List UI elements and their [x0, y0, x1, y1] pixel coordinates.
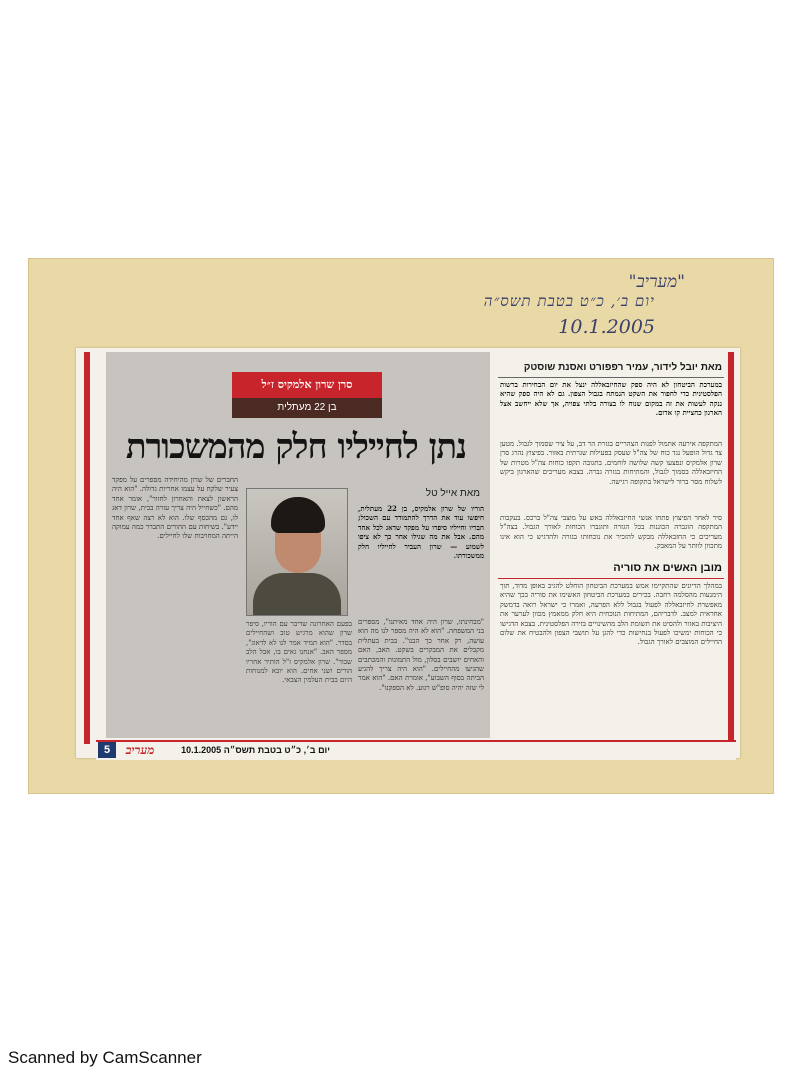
handwritten-publication: "מעריב"	[628, 272, 685, 292]
handwritten-date: 10.1.2005	[558, 316, 655, 338]
right-article-body-2: סיר לאחר הפיצוץ פתחו אנשי החיזבאללה באש על מוצבי צה"ל ברכס. בעקבות המתקפה הוגברה הכוננות בכל הגזרה ותוגברו הכוחות לאורך הגבול. בצה"ל מעריכים כי החזבאללה מבקש להזכיר את נוכחותו בגזרה ולהדגיש כי הוא אינו מתכוון לוותר על המאבק.	[500, 514, 722, 551]
handwritten-hebrew-date: יום ב׳, כ״ט בטבת תשס״ה	[483, 292, 655, 310]
maariv-logo: מעריב	[125, 743, 155, 757]
article-column-b: החברים של שרון מהיחידה מספרים על מפקד צעיר שלקח על עצמו אחריות גדולה. "הוא היה הראשון לצאת והאחרון לחזור", אומר אחד מהם. "כשחייל היה צריך עזרה בבית, שרון דאג לו, גם מהכסף שלו. הוא לא רצה שאף אחד יידע". בשיחות עם ההורים התברר כמה עמוקה הייתה המחויבות שלו לחיילים.	[112, 476, 238, 541]
subhead-rule	[498, 578, 724, 579]
left-red-border	[84, 352, 90, 744]
article-kicker-sub: בן 22 מעתלית	[232, 398, 382, 418]
article-column-c: בפעם האחרונה שדיבר עם הוריו, סיפר שרון שהוא מרגיש טוב ושהחיילים בסדר. "הוא תמיד אמר לנו לא לדאוג", מספר האב. "אנחנו גאים בו, אבל הלב שבור". שרון אלמקיס ז"ל הותיר אחריו הורים ושני אחים. הוא יובא למנוחות היום בבית העלמין הצבאי.	[246, 620, 352, 685]
right-article-subhead: מובן האשים את סוריה	[613, 562, 722, 574]
right-red-border	[728, 352, 734, 744]
article-headline: נתן לחייליו חלק מהמשכורת	[125, 427, 467, 467]
article-lead: הוריו של שרון אלמקיס, בן 22 מעתלית, חיפשו עוד את הדרך להתמודד עם השכול; חבריו וחייליו סיפרו על מפקד שדאג לכל אחד מהם. אבל את מה שגילו אחר כך לא ציפו לשמוע — שרון העביר לחייליו חלק ממשכורתו.	[358, 504, 484, 561]
article-kicker: סרן שרון אלמקיס ז״ל	[232, 372, 382, 398]
byline-rule	[498, 377, 724, 378]
right-article-body-1: המתקפה אירעה אתמול לפנות הצהריים בגזרת הר דב, על ציר שסמוך לגבול. מטען צד גדול הופעל נגד כוח של צה"ל שעסק בפעילות שגרתית באזור. בפיצוץ נהרג סרן שרון אלמקיס ונפצעו קשה שלושה לוחמים. בתגובה תקפו כוחות צה"ל מטרות של החיזבאללה בסמוך לגבול, והמתיחות בגזרה גברה. בצבא מעריכים שהארגון ביקש לשלוח מסר ברור לישראל בתקופה רגישה.	[500, 440, 722, 486]
soldier-photo	[246, 488, 348, 616]
page-number: 5	[98, 742, 116, 758]
camscanner-watermark: Scanned by CamScanner	[8, 1048, 202, 1067]
right-article-intro: במערכת הביטחון לא היה ספק שהחיזבאללה ינצל את יום הבחירות ברשות הפלסטינית כדי לחפור את השקט הנמתח בגבול הצפון. גם לא היה ספק שהיא ננקה לעשות את זה במקום שנוח לו בצורה בלתי צפויה, אך שלא ייחשב אצל הארגון כחציית קו אדום.	[500, 380, 722, 418]
article-column-a: "מבחינתו, שרון היה אחד מאיתנו", מספרים בני המשפחה. "הוא לא היה מספר לנו מה הוא עושה, רק אחר כך הבנו". בבית בעתלית מקבלים את המבקרים בשקט. האב, האם והאחים יושבים בסלון, מול התמונות והמכתבים שהגיעו מהחיילים. "הוא היה צריך להגיע הביתה בסוף השבוע", אומרת האם. "הוא אמר לי שזה יהיה סופ"ש רגוע. לא הספקנו".	[358, 618, 484, 692]
footer-date: יום ב׳, כ״ט בטבת תשס״ה 10.1.2005	[181, 745, 330, 755]
handwritten-note	[455, 272, 715, 342]
right-article-byline: מאת יובל לידור, עמיר רפפורט ואסנת שוסטק	[523, 362, 722, 373]
article-byline: מאת אייל טל	[425, 488, 480, 499]
right-article-body-3: במהלך הדיונים שהתקיימו אמש במערכת הביטחון הוחלט להגיב באופן מדוד, תוך הימנעות מהסלמה רחבה. בכירים במערכת הביטחון האשימו את סוריה בכך שהיא מאפשרת לחיזבאללה לפעול בגבול ללא הפרעה, ואמרו כי ישראל רואה בדמשק אחראית למצב. לדבריהם, המתיחות הנוכחית היא חלק ממאמץ מכוון לערער את היציבות באזור ולהסיט את תשומת הלב מהשינויים בזירה הפלסטינית. בצבא הדגישו כי הכוחות ימשיכו לפעול בנחישות כדי להגן על תושבי הצפון ולהבטיח את שלום החיילים המוצבים לאורך הגבול.	[500, 582, 722, 647]
